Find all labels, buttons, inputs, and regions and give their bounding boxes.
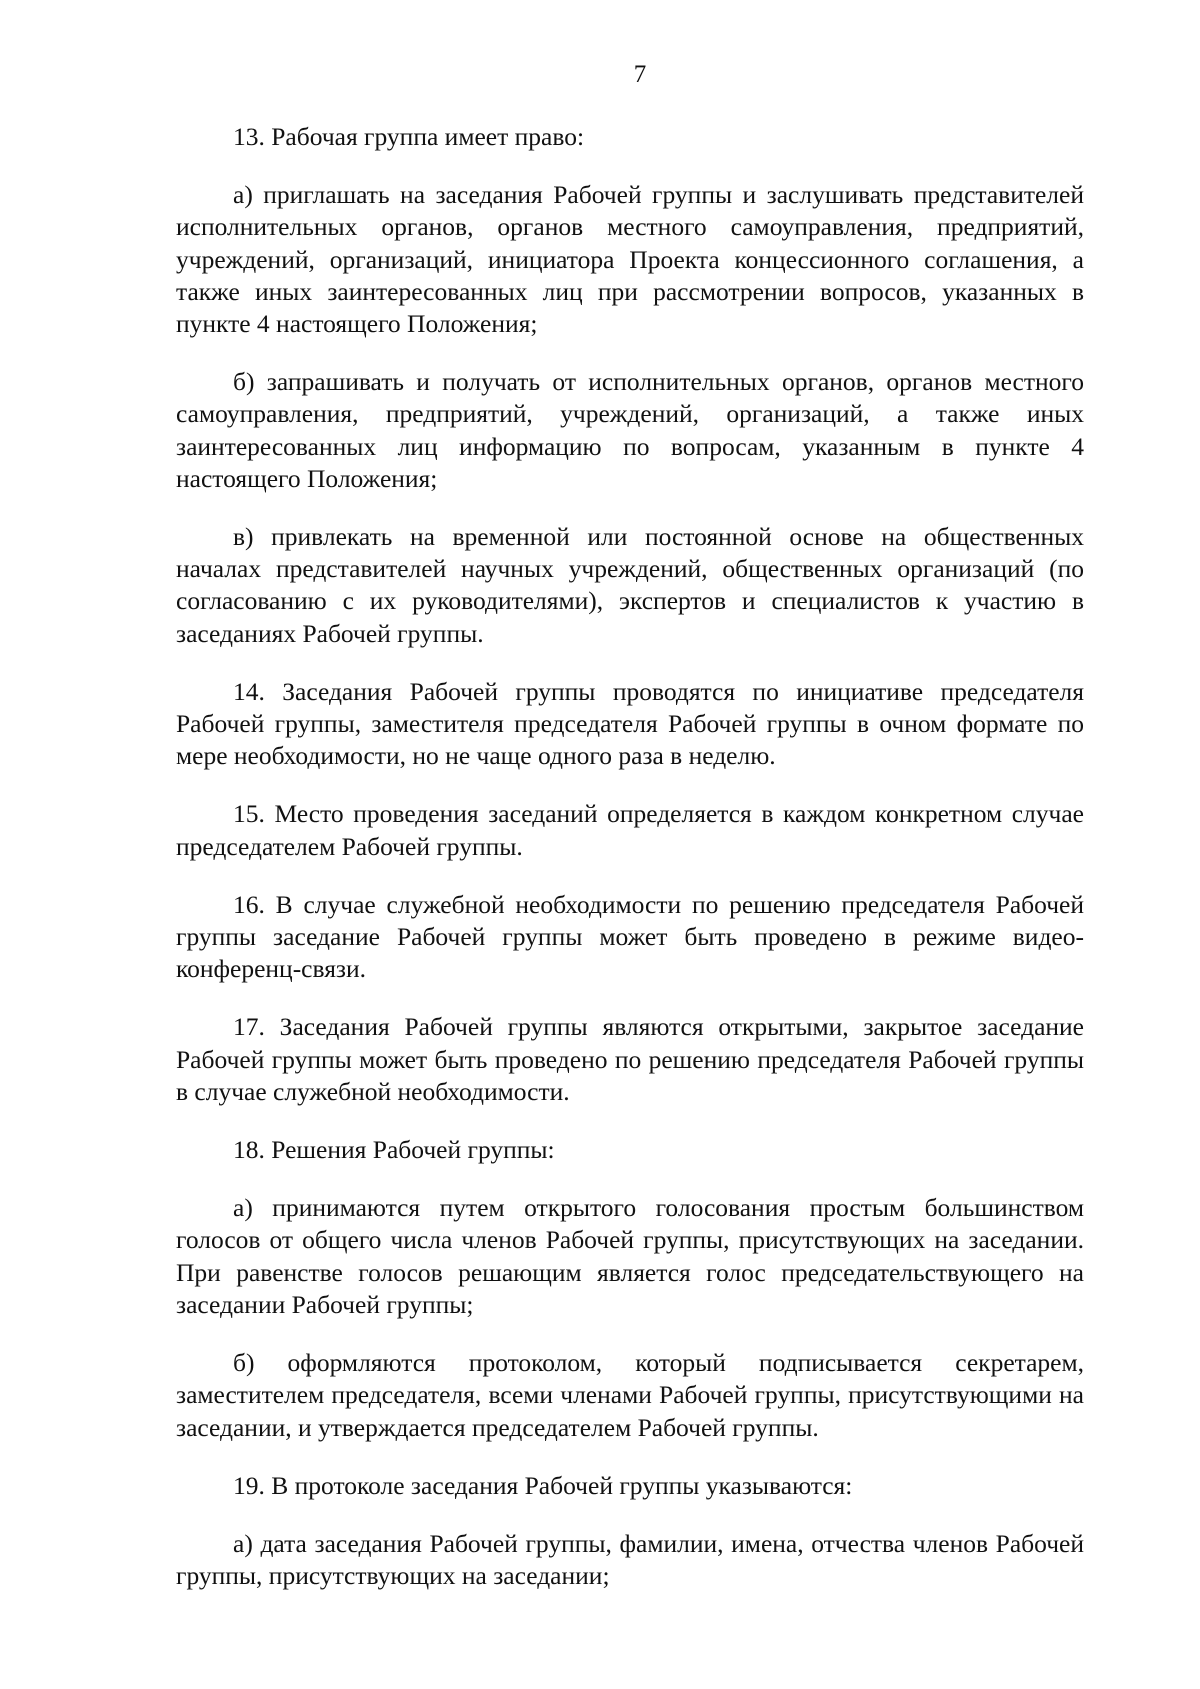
paragraph-13c: в) привлекать на временной или постоянной основе на общественных началах представителей научных учреждений, общественных организаций (по согласованию с их руководителями), экспертов и специалистов к участию в заседаниях Рабочей группы.: [176, 522, 1084, 648]
paragraph-13: 13. Рабочая группа имеет право:: [233, 122, 585, 151]
paragraph-16: 16. В случае служебной необходимости по решению председателя Рабочей группы заседание Рабочей группы может быть проведено в режиме видео-конференц-связи.: [176, 889, 1084, 984]
paragraph-18a: а) принимаются путем открытого голосования простым большинством голосов от общего числа членов Рабочей группы, присутствующих на заседании. При равенстве голосов решающим является голос председательствующего на заседании Рабочей группы;: [176, 1193, 1084, 1319]
paragraph-17: 17. Заседания Рабочей группы являются открытыми, закрытое заседание Рабочей группы может быть проведено по решению председателя Рабочей группы в случае служебной необходимости.: [176, 1012, 1084, 1106]
page-number: 7: [633, 61, 647, 88]
paragraph-18b: б) оформляются протоколом, который подписывается секретарем, заместителем председателя, всеми членами Рабочей группы, присутствующими на заседании, и утверждается председателем Рабочей группы.: [176, 1348, 1084, 1442]
document-body: [176, 121, 1084, 1592]
paragraph-13a: а) приглашать на заседания Рабочей группы и заслушивать представителей исполнительных органов, органов местного самоуправления, предприятий, учреждений, организаций, инициатора Проекта концессионного соглашения, а также иных заинтересованных лиц при рассмотрении вопросов, указанных в пункте 4 настоящего Положения;: [176, 180, 1084, 339]
paragraph-15: 15. Место проведения заседаний определяется в каждом конкретном случае председателем Рабочей группы.: [176, 799, 1084, 861]
paragraph-19: 19. В протоколе заседания Рабочей группы указываются:: [233, 1470, 853, 1500]
paragraph-14: 14. Заседания Рабочей группы проводятся по инициативе председателя Рабочей группы, заместителя председателя Рабочей группы в очном формате по мере необходимости, но не чаще одного раза в неделю.: [176, 676, 1084, 771]
paragraph-19a: а) дата заседания Рабочей группы, фамилии, имена, отчества членов Рабочей группы, присутствующих на заседании;: [176, 1528, 1084, 1591]
paragraph-18: 18. Решения Рабочей группы:: [233, 1135, 555, 1165]
paragraph-13b: б) запрашивать и получать от исполнительных органов, органов местного самоуправления, предприятий, учреждений, организаций, а также иных заинтересованных лиц информацию по вопросам, указанным в пункте 4 настоящего Положения;: [176, 367, 1084, 493]
